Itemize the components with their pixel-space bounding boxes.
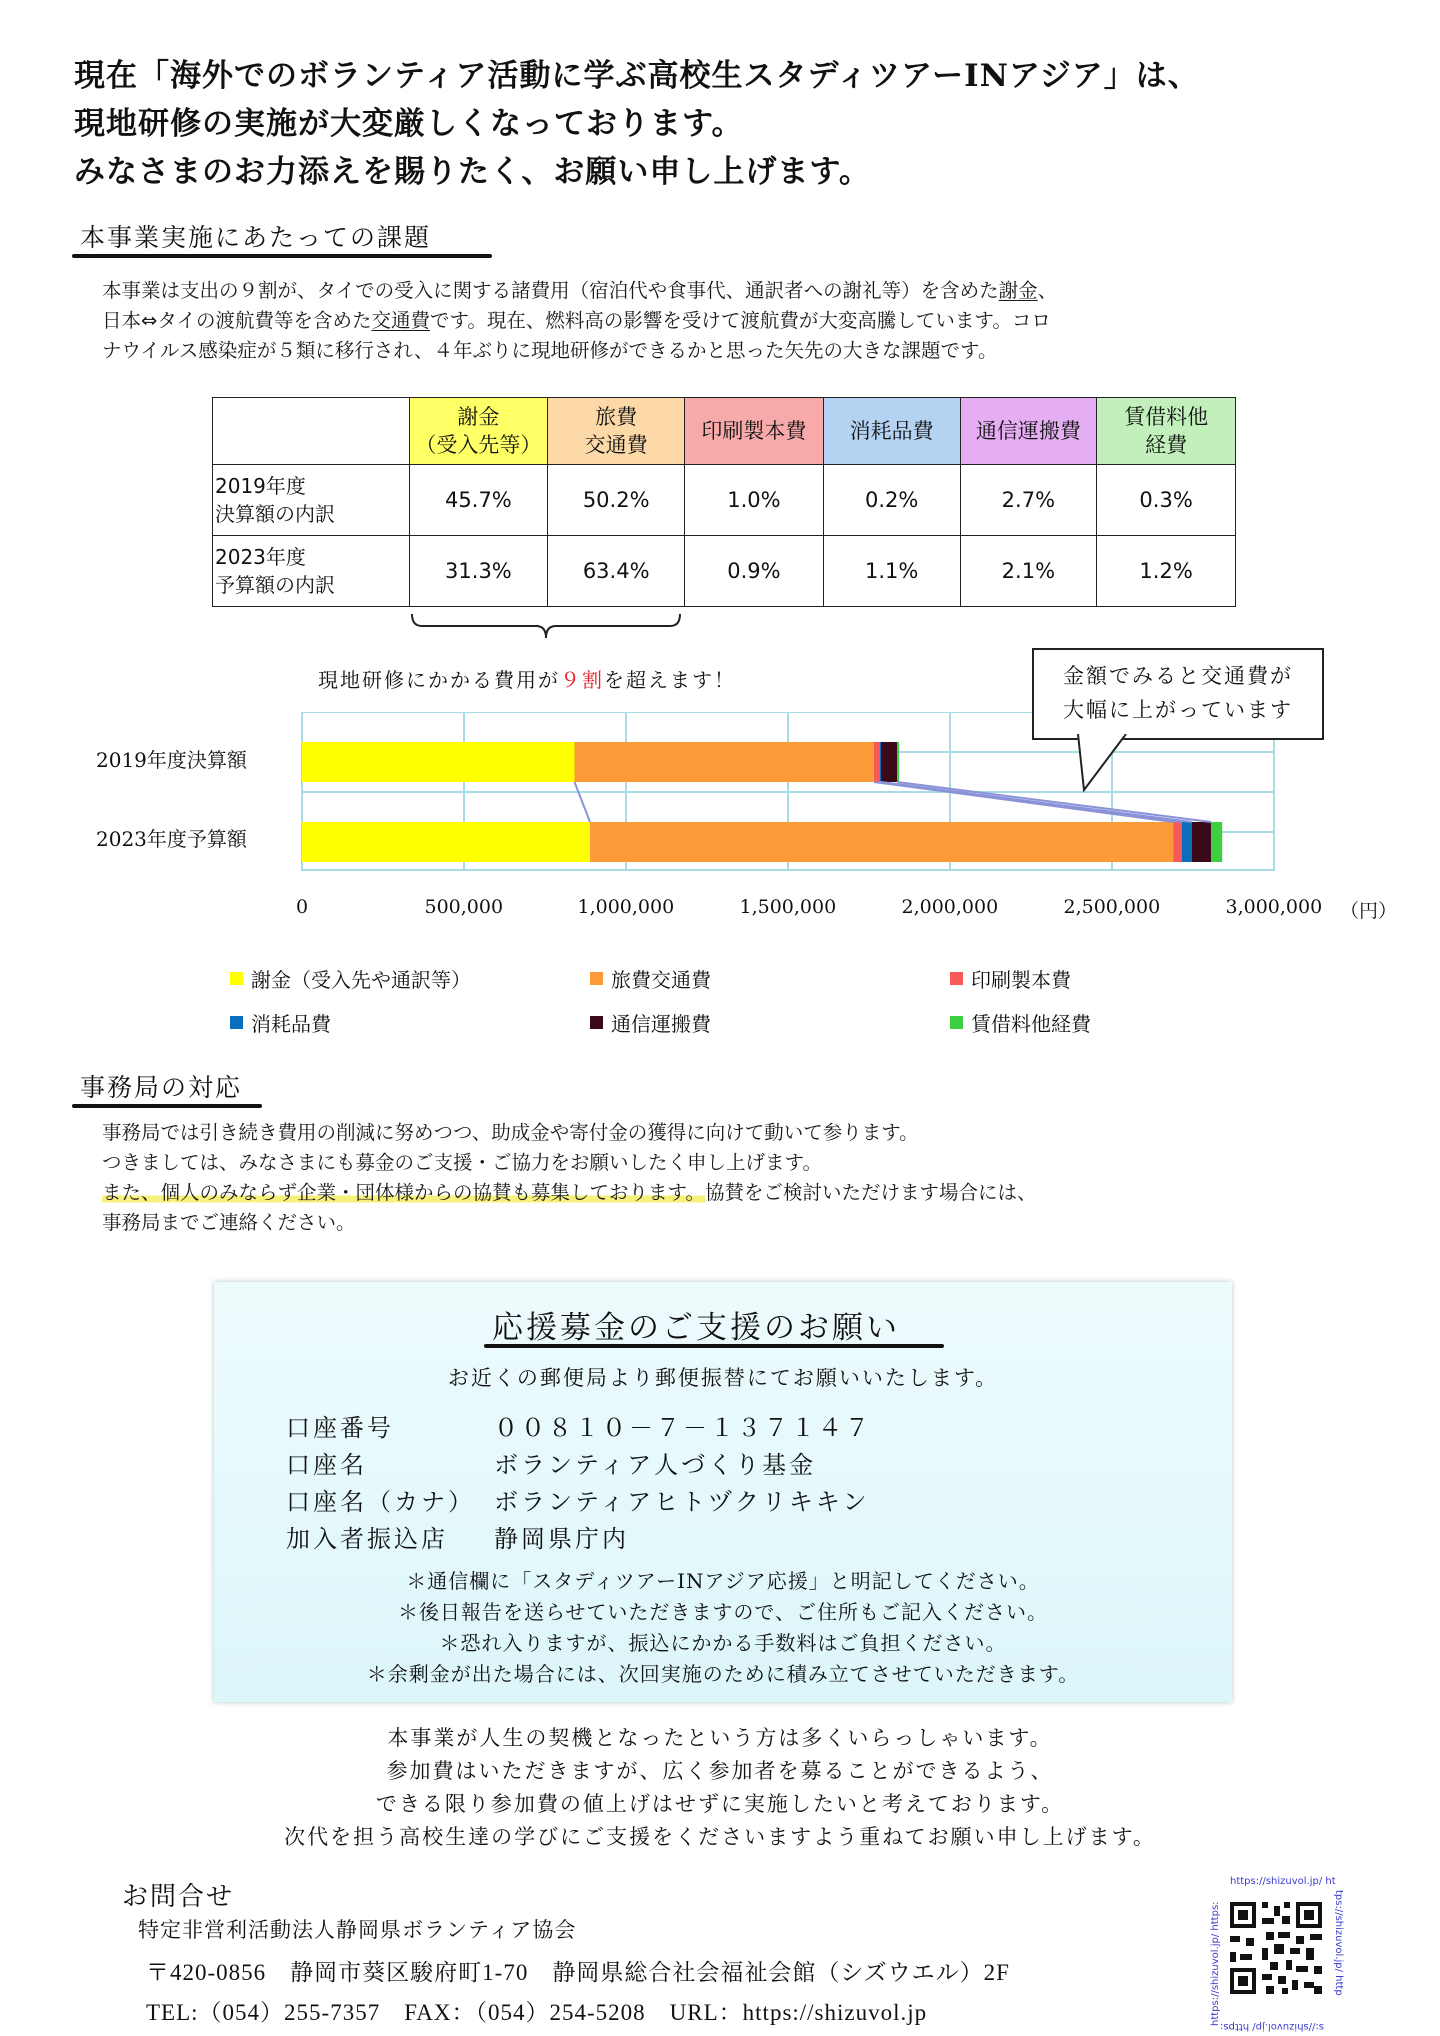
legend-item: 消耗品費 xyxy=(230,1008,331,1037)
qr-code-icon xyxy=(1226,1898,1326,1998)
table-header-row xyxy=(213,398,1236,465)
bar-segment xyxy=(590,822,1173,862)
qr-code-block[interactable]: https://shizuvol.jp/ ht https://shizuvol.jp/ https: tps://shizuvol.jp/ http s://shizuvol.jp/ https: xyxy=(1210,1876,1344,2032)
table-cell: 1.2% xyxy=(1097,536,1236,607)
table-cell: 0.9% xyxy=(685,536,824,607)
bar-segment xyxy=(874,742,880,782)
account-label: 口座名（カナ） xyxy=(286,1488,475,1516)
x-tick-label: 2,000,000 xyxy=(901,896,999,918)
bar-segment xyxy=(302,742,574,782)
callout-box xyxy=(1032,648,1324,740)
account-label: 口座番号 xyxy=(286,1414,394,1442)
response-heading-underline xyxy=(72,1104,262,1108)
headline-line-3: みなさまのお力添えを賜りたく、お願い申し上げます。 xyxy=(74,154,871,190)
highlighted-sponsor-text: また、個人のみならず企業・団体様からの協賛も募集しております。 xyxy=(102,1181,705,1204)
legend-swatch xyxy=(230,1016,243,1029)
account-label: 加入者振込店 xyxy=(286,1525,448,1553)
bar-segment xyxy=(880,742,881,782)
support-title: 応援募金のご支援のお願い xyxy=(492,1310,900,1346)
headline-line-2: 現地研修の実施が大変厳しくなっております。 xyxy=(74,106,744,142)
category-label: 2019年度決算額 xyxy=(96,748,247,772)
legend-swatch xyxy=(950,1016,963,1029)
contact-organization: 特定非営利活動法人静岡県ボランティア協会 xyxy=(138,1918,577,1942)
legend-item: 謝金（受入先や通訳等） xyxy=(230,964,471,993)
donation-support-box xyxy=(214,1282,1232,1702)
table-cell: 45.7% xyxy=(409,465,548,536)
table-row-label: 2019年度 決算額の内訳 xyxy=(213,465,410,536)
headline-line-1: 現在「海外でのボランティア活動に学ぶ高校生スタディツアーINアジア」は、 xyxy=(74,58,1200,94)
support-note: ＊恐れ入りますが、振込にかかる手数料はご負担ください。 xyxy=(439,1631,1007,1655)
support-note: ＊余剰金が出た場合には、次回実施のために積み立てさせていただきます。 xyxy=(366,1662,1080,1686)
table-cell: 1.1% xyxy=(823,536,960,607)
x-tick-label: 0 xyxy=(296,896,309,918)
contact-address: 〒420-0856 静岡市葵区駿府町1-70 静岡県総合社会福祉会館（シズウエル）2F xyxy=(146,1960,1010,1985)
legend-item: 印刷製本費 xyxy=(950,964,1071,993)
headline xyxy=(74,52,1394,196)
account-label: 口座名 xyxy=(286,1451,367,1479)
callout-pointer-icon xyxy=(1070,734,1150,794)
closing-message: 本事業が人生の契機となったという方は多くいらっしゃいます。 参加費はいただきますが、広く参加者を募ることができるよう、 できる限り参加費の値上げはせずに実施したいと考えております。 次代を担う高校生達の学びにご支援をくださいますよう重ねてお願い申し上げます。 xyxy=(284,1726,1156,1849)
legend-swatch xyxy=(950,972,963,985)
brace-icon xyxy=(408,612,684,646)
table-row-label: 2023年度 予算額の内訳 xyxy=(213,536,410,607)
expense-breakdown-table xyxy=(212,397,1236,607)
bar-segment xyxy=(1192,822,1211,862)
support-title-underline xyxy=(484,1344,944,1348)
table-cell: 1.0% xyxy=(685,465,824,536)
x-axis-ticks xyxy=(0,896,1440,926)
table-header-cell: 消耗品費 xyxy=(823,398,960,465)
legend-swatch xyxy=(590,1016,603,1029)
account-name: ボランティア人づくり基金 xyxy=(494,1451,817,1479)
legend-item: 賃借料他経費 xyxy=(950,1008,1091,1037)
x-tick-label: 3,000,000 xyxy=(1225,896,1323,918)
issues-paragraph: 本事業は支出の９割が、タイでの受入に関する諸費用（宿泊代や食事代、通訳者への謝礼等）を含めた謝金、 日本⇔タイの渡航費等を含めた交通費です。現在、燃料高の影響を受けて渡航費が大変高騰しています。コロ ナウイルス感染症が５類に移行され、４年ぶりに現地研修ができるかと思った矢先の大きな課題です。 xyxy=(102,279,1058,362)
x-axis-unit: （円） xyxy=(1340,900,1398,922)
callout-line: 大幅に上がっています xyxy=(1063,698,1293,722)
x-tick-label: 1,000,000 xyxy=(577,896,675,918)
category-label: 2023年度予算額 xyxy=(96,827,247,851)
legend-item: 旅費交通費 xyxy=(590,964,711,993)
table-cell: 2.7% xyxy=(960,465,1097,536)
table-cell: 63.4% xyxy=(548,536,685,607)
bar-segment xyxy=(1182,822,1192,862)
legend-item: 通信運搬費 xyxy=(590,1008,711,1037)
contact-title: お問合せ xyxy=(122,1882,235,1912)
table-header-cell: 旅費 交通費 xyxy=(548,398,685,465)
table-cell: 31.3% xyxy=(409,536,548,607)
table-cell: 2.1% xyxy=(960,536,1097,607)
table-row xyxy=(213,536,1236,607)
table-cell: 0.3% xyxy=(1097,465,1236,536)
table-header-cell: 謝金 （受入先等） xyxy=(409,398,548,465)
x-tick-label: 500,000 xyxy=(424,896,504,918)
x-tick-label: 1,500,000 xyxy=(739,896,837,918)
issues-heading: 本事業実施にあたっての課題 xyxy=(80,223,432,252)
contact-phone-fax-url: TEL:（054）255-7357 FAX：（054）254-5208 URL：https://shizuvol.jp xyxy=(146,2000,928,2025)
account-number: ００８１０－７－１３７１４７ xyxy=(494,1414,872,1442)
account-name-kana: ボランティアヒトヅクリキキン xyxy=(494,1488,870,1516)
response-heading: 事務局の対応 xyxy=(80,1073,243,1102)
bar-segment xyxy=(1211,822,1222,862)
table-header-cell: 賃借料他 経費 xyxy=(1097,398,1236,465)
x-tick-label: 2,500,000 xyxy=(1063,896,1161,918)
table-cell: 0.2% xyxy=(823,465,960,536)
legend-swatch xyxy=(230,972,243,985)
bar-segment xyxy=(574,742,873,782)
bar-segment xyxy=(1173,822,1181,862)
support-intro: お近くの郵便局より郵便振替にてお願いいたします。 xyxy=(447,1366,999,1390)
ninety-percent-note: 現地研修にかかる費用が９割を超えます！ xyxy=(318,668,736,692)
table-header-cell: 印刷製本費 xyxy=(685,398,824,465)
table-cell: 50.2% xyxy=(548,465,685,536)
support-note: ＊後日報告を送らせていただきますので、ご住所もご記入ください。 xyxy=(398,1600,1048,1624)
account-branch: 静岡県庁内 xyxy=(494,1525,629,1553)
support-note: ＊通信欄に「スタディツアーINアジア応援」と明記してください。 xyxy=(406,1569,1040,1593)
bar-segment xyxy=(897,742,899,782)
bar-segment xyxy=(881,742,897,782)
legend-swatch xyxy=(590,972,603,985)
table-corner-cell xyxy=(213,398,410,465)
response-paragraph: 事務局では引き続き費用の削減に努めつつ、助成金や寄付金の獲得に向けて動いて参ります。 つきましては、みなさまにも募金のご支援・ご協力をお願いしたく申し上げます。 また、個人のみならず企業・団体様からの協賛も募集しております。協賛をご検討いただけます場合には、 事務局までご連絡ください。 xyxy=(102,1121,1037,1234)
table-header-cell: 通信運搬費 xyxy=(960,398,1097,465)
issues-heading-underline xyxy=(72,254,492,258)
support-notes xyxy=(214,1566,1232,1690)
callout-line: 金額でみると交通費が xyxy=(1063,664,1293,688)
bar-segment xyxy=(302,822,590,862)
table-row xyxy=(213,465,1236,536)
